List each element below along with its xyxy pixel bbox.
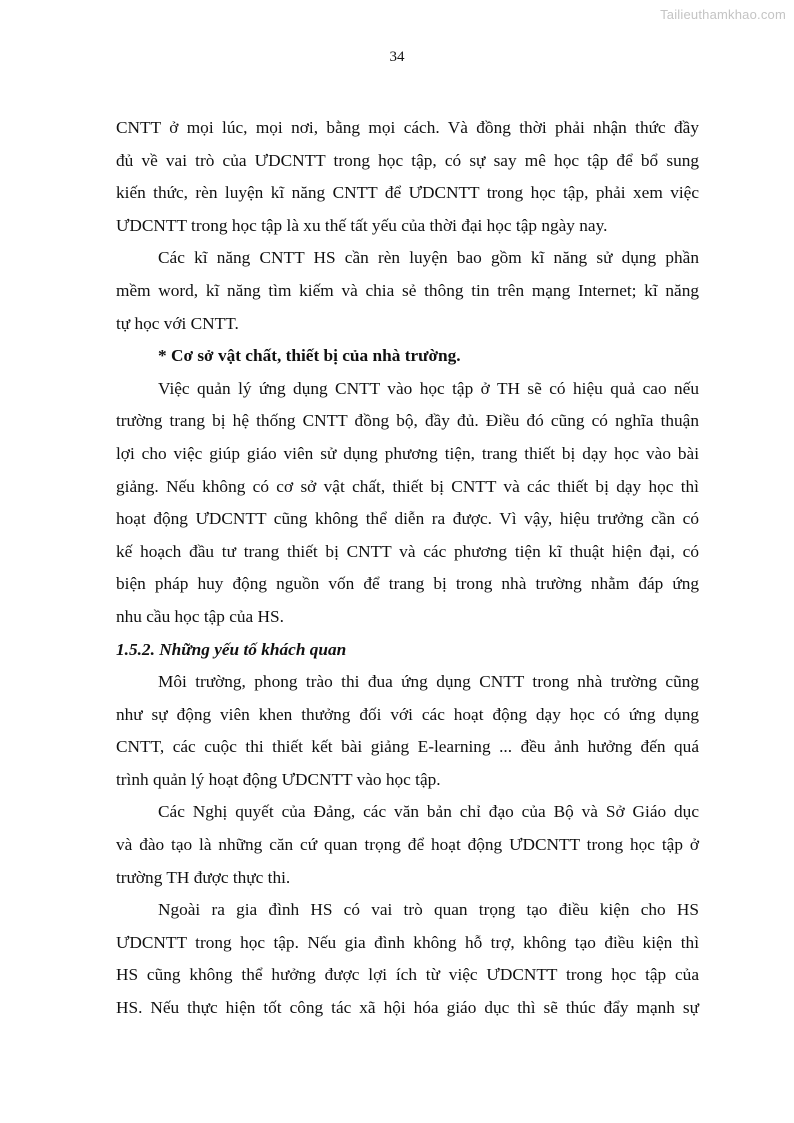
text-line: và đào tạo là những căn cứ quan trọng để hoạt động ƯDCNTT trong học tập ở xyxy=(116,835,699,855)
text-line: đủ về vai trò của ƯDCNTT trong học tập, có sự say mê học tập để bổ sung xyxy=(116,150,699,170)
page-number: 34 xyxy=(389,49,405,65)
paragraph xyxy=(116,373,699,634)
text-line: kiến thức, rèn luyện kĩ năng CNTT để ƯDCNTT trong học tập, phải xem việc xyxy=(116,183,699,203)
text-line: HS cũng không thể hưởng được lợi ích từ việc ƯDCNTT trong học tập của xyxy=(116,965,699,985)
text-line: biện pháp huy động nguồn vốn để trang bị trong nhà trường nhằm đáp ứng xyxy=(116,574,699,594)
text-line: như sự động viên khen thưởng đối với các hoạt động dạy học có ứng dụng xyxy=(116,704,699,724)
section-heading: 1.5.2. Những yếu tố khách quan xyxy=(116,639,347,659)
paragraph xyxy=(116,666,699,796)
text-line: Việc quản lý ứng dụng CNTT vào học tập ở TH sẽ có hiệu quả cao nếu xyxy=(158,378,699,398)
paragraph xyxy=(116,796,699,894)
text-line: Các Nghị quyết của Đảng, các văn bản chỉ đạo của Bộ và Sở Giáo dục xyxy=(158,802,699,822)
text-line: Các kĩ năng CNTT HS cần rèn luyện bao gồm kĩ năng sử dụng phần xyxy=(158,248,699,268)
paragraph xyxy=(116,242,699,340)
text-line: ƯDCNTT trong học tập. Nếu gia đình không hỗ trợ, không tạo điều kiện thì xyxy=(116,932,699,952)
text-line: tự học với CNTT. xyxy=(116,313,239,333)
subsection-heading: * Cơ sở vật chất, thiết bị của nhà trường. xyxy=(158,346,461,366)
text-line: trường TH được thực thi. xyxy=(116,867,291,887)
text-line: CNTT, các cuộc thi thiết kết bài giảng E-learning ... đều ảnh hưởng đến quá xyxy=(116,737,699,757)
text-line: Ngoài ra gia đình HS có vai trò quan trọng tạo điều kiện cho HS xyxy=(158,900,699,920)
paragraph xyxy=(116,894,699,1024)
paragraph xyxy=(116,112,699,242)
watermark: Tailieuthamkhao.com xyxy=(660,7,786,22)
text-line: CNTT ở mọi lúc, mọi nơi, bằng mọi cách. Và đồng thời phải nhận thức đầy xyxy=(116,118,699,137)
text-line: giảng. Nếu không có cơ sở vật chất, thiết bị CNTT và các thiết bị dạy học thì xyxy=(116,476,699,496)
text-line: Môi trường, phong trào thi đua ứng dụng CNTT trong nhà trường cũng xyxy=(158,672,699,692)
text-line: hoạt động ƯDCNTT cũng không thể diễn ra được. Vì vậy, hiệu trưởng cần có xyxy=(116,509,699,529)
text-line: trình quản lý hoạt động ƯDCNTT vào học tập. xyxy=(116,769,441,789)
text-line: kế hoạch đầu tư trang thiết bị CNTT và các phương tiện kĩ thuật hiện đại, có xyxy=(116,541,699,561)
text-line: lợi cho việc giúp giáo viên sử dụng phương tiện, trang thiết bị dạy học vào bài xyxy=(116,443,699,463)
text-line: trường trang bị hệ thống CNTT đồng bộ, đầy đủ. Điều đó cũng có nghĩa thuận xyxy=(116,411,699,431)
text-line: ƯDCNTT trong học tập là xu thế tất yếu của thời đại học tập ngày nay. xyxy=(116,215,608,235)
text-line: mềm word, kĩ năng tìm kiếm và chia sẻ thông tin trên mạng Internet; kĩ năng xyxy=(116,280,699,300)
text-line: nhu cầu học tập của HS. xyxy=(116,606,284,626)
text-line: HS. Nếu thực hiện tốt công tác xã hội hóa giáo dục thì sẽ thúc đẩy mạnh sự xyxy=(116,998,699,1018)
document-body xyxy=(116,112,699,1025)
